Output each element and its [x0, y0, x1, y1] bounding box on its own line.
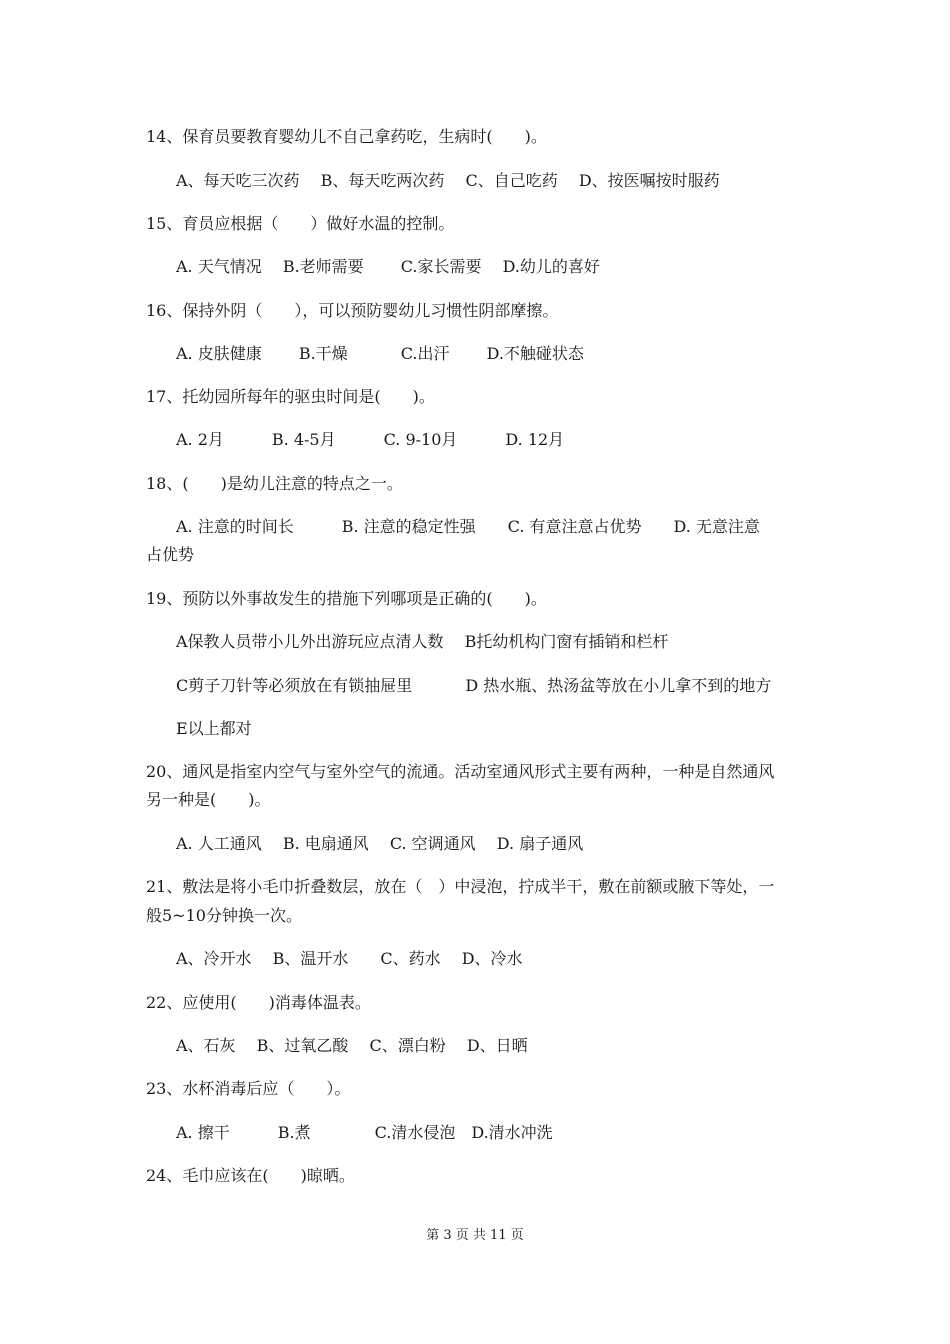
question-15-stem: 15、育员应根据（ ）做好水温的控制。	[146, 214, 455, 233]
question-21-options: A、冷开水 B、温开水 C、药水 D、冷水	[176, 949, 523, 968]
question-22-options: A、石灰 B、过氧乙酸 C、漂白粉 D、日晒	[176, 1036, 528, 1055]
question-15-options: A. 天气情况 B.老师需要 C.家长需要 D.幼儿的喜好	[176, 257, 600, 276]
question-17-options: A. 2月 B. 4-5月 C. 9-10月 D. 12月	[176, 430, 565, 449]
question-22-stem: 22、应使用( )消毒体温表。	[146, 993, 371, 1012]
question-18-stem: 18、( )是幼儿注意的特点之一。	[146, 474, 403, 493]
question-21-stem-cont: 般5~10分钟换一次。	[146, 906, 302, 925]
question-19-option-e: E以上都对	[176, 719, 252, 738]
question-18-options-line2: 占优势	[146, 545, 195, 564]
question-20-stem: 20、通风是指室内空气与室外空气的流通。活动室通风形式主要有两种，一种是自然通风	[146, 762, 775, 781]
question-16-options: A. 皮肤健康 B.干燥 C.出汗 D.不触碰状态	[176, 344, 584, 363]
question-24-stem: 24、毛巾应该在( )晾晒。	[146, 1166, 355, 1185]
question-17-stem: 17、托幼园所每年的驱虫时间是( )。	[146, 387, 435, 406]
question-14-options: A、每天吃三次药 B、每天吃两次药 C、自己吃药 D、按医嘱按时服药	[176, 171, 720, 190]
question-19-stem: 19、预防以外事故发生的措施下列哪项是正确的( )。	[146, 589, 547, 608]
question-20-stem-cont: 另一种是( )。	[146, 790, 271, 809]
page-footer: 第 3 页 共 11 页	[426, 1228, 524, 1243]
question-20-options: A. 人工通风 B. 电扇通风 C. 空调通风 D. 扇子通风	[176, 834, 584, 853]
question-14-stem: 14、保育员要教育婴幼儿不自己拿药吃，生病时( )。	[146, 127, 547, 146]
question-19-option-cd: C剪子刀针等必须放在有锁抽屉里 D 热水瓶、热汤盆等放在小儿拿不到的地方	[176, 676, 772, 695]
question-18-options-line1: A. 注意的时间长 B. 注意的稳定性强 C. 有意注意占优势 D. 无意注意	[176, 517, 760, 536]
question-23-options: A. 擦干 B.煮 C.清水侵泡 D.清水冲洗	[176, 1123, 553, 1142]
question-23-stem: 23、水杯消毒后应（ ）。	[146, 1079, 351, 1098]
question-19-option-ab: A保教人员带小儿外出游玩应点清人数 B托幼机构门窗有插销和栏杆	[176, 632, 669, 651]
question-16-stem: 16、保持外阴（ ），可以预防婴幼儿习惯性阴部摩擦。	[146, 301, 559, 320]
question-21-stem: 21、敷法是将小毛巾折叠数层，放在（ ）中浸泡，拧成半干，敷在前额或腋下等处，一	[146, 877, 775, 896]
